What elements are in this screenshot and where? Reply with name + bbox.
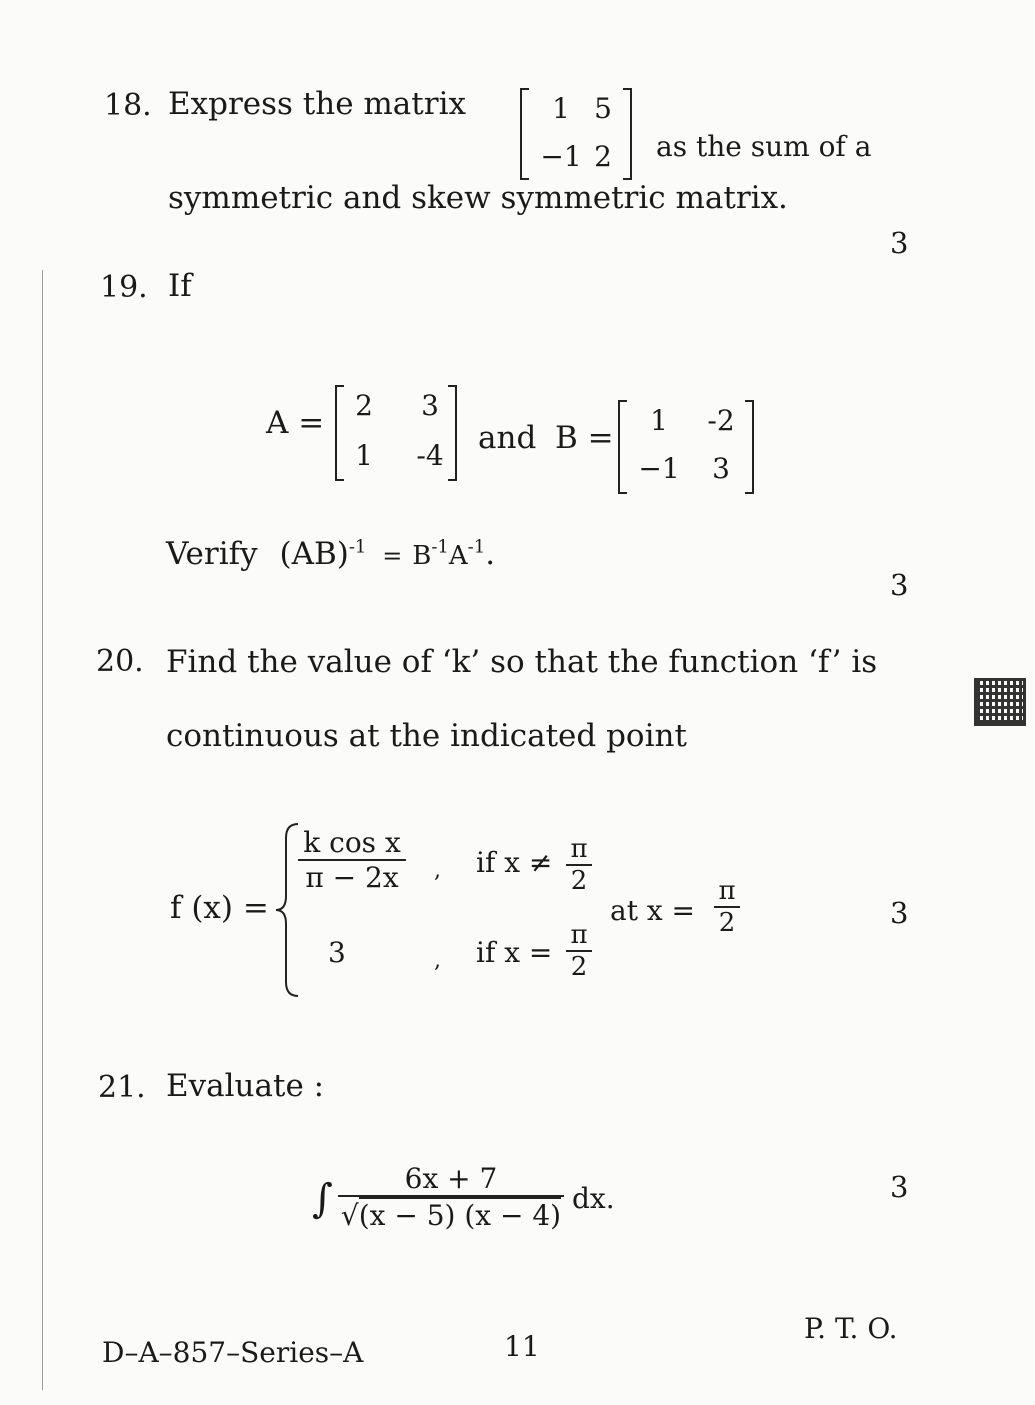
matrix-cell: -2 bbox=[707, 404, 735, 437]
qr-code-mark bbox=[974, 678, 1026, 726]
integral-sign: ∫ bbox=[312, 1176, 333, 1222]
two: 2 bbox=[718, 908, 736, 938]
q21-den-wrap bbox=[341, 1199, 561, 1232]
q19-verify-line bbox=[166, 536, 495, 572]
q18-marks: 3 bbox=[890, 226, 909, 260]
matrix-cell: 5 bbox=[594, 92, 612, 125]
q19-marks: 3 bbox=[890, 568, 909, 602]
matrix-cell: 1 bbox=[650, 404, 668, 437]
q20-fx: f (x) = bbox=[170, 890, 269, 926]
two: 2 bbox=[570, 866, 588, 896]
pi-symbol: π bbox=[570, 834, 588, 864]
q20-case2-cond: if x = bbox=[476, 936, 553, 969]
q19-eq: = bbox=[382, 542, 403, 570]
q20-case1-cond: if x ≠ bbox=[476, 846, 553, 879]
q19-number: 19. bbox=[100, 270, 148, 305]
page-number: 11 bbox=[504, 1330, 540, 1363]
q18-line2: symmetric and skew symmetric matrix. bbox=[168, 180, 788, 216]
q20-case2-val: 3 bbox=[328, 936, 346, 969]
matrix-cell: 2 bbox=[594, 140, 612, 173]
matrix-cell: −1 bbox=[540, 140, 582, 173]
matrix-a bbox=[335, 385, 457, 481]
q19-verify: Verify bbox=[166, 536, 258, 572]
sqrt-sign: √ bbox=[340, 1199, 359, 1232]
q20-case1-pi-frac bbox=[566, 834, 592, 896]
matrix-cell: 3 bbox=[421, 389, 439, 422]
q21-den: (x − 5) (x − 4) bbox=[358, 1199, 562, 1232]
q19-b: B bbox=[412, 541, 432, 571]
q19-lhs-exp: -1 bbox=[348, 536, 367, 558]
matrix-b bbox=[618, 400, 754, 494]
matrix-cell: 1 bbox=[355, 439, 373, 472]
q19-lhs: (AB) bbox=[279, 536, 349, 572]
q19-a-label: A = bbox=[266, 405, 325, 441]
q20-case1-num: k cos x bbox=[303, 826, 401, 859]
q18-text-after: as the sum of a bbox=[656, 130, 872, 163]
q20-comma2: , bbox=[434, 948, 441, 973]
q19-a-exp: -1 bbox=[467, 536, 486, 558]
q19-period: . bbox=[485, 536, 496, 572]
q18-text: Express the matrix bbox=[168, 86, 466, 122]
q19-b-exp: -1 bbox=[431, 536, 449, 558]
q21-fraction bbox=[338, 1162, 564, 1232]
pi-symbol: π bbox=[718, 876, 736, 906]
q20-line2: continuous at the indicated point bbox=[166, 718, 687, 754]
matrix-cell: 2 bbox=[355, 389, 373, 422]
matrix-cell: 3 bbox=[712, 452, 730, 485]
pi-symbol: π bbox=[570, 920, 588, 950]
q21-dx: dx. bbox=[572, 1182, 615, 1215]
q20-case1-den: π − 2x bbox=[305, 861, 399, 894]
q20-line1: Find the value of ‘k’ so that the function ‘f’ is bbox=[166, 644, 878, 680]
left-margin-line bbox=[42, 270, 43, 1390]
q19-intro: If bbox=[168, 268, 192, 304]
q20-at-pi-frac bbox=[714, 876, 740, 938]
q19-a: A bbox=[448, 541, 468, 571]
q20-marks: 3 bbox=[890, 896, 909, 930]
q21-num: 6x + 7 bbox=[404, 1162, 498, 1195]
q20-at: at x = bbox=[610, 894, 695, 927]
pto: P. T. O. bbox=[804, 1312, 898, 1345]
q20-case2-pi-frac bbox=[566, 920, 592, 982]
q20-case1-fraction bbox=[298, 826, 406, 894]
matrix-cell: 1 bbox=[552, 92, 570, 125]
two: 2 bbox=[570, 952, 588, 982]
q19-and: and bbox=[478, 420, 537, 456]
q18-number: 18. bbox=[104, 88, 152, 123]
q18-matrix bbox=[520, 88, 632, 180]
paper-code: D–A–857–Series–A bbox=[102, 1336, 364, 1369]
q21-marks: 3 bbox=[890, 1170, 909, 1204]
q20-number: 20. bbox=[96, 644, 144, 679]
q19-b-label: B = bbox=[555, 420, 614, 456]
q21-text: Evaluate : bbox=[166, 1068, 325, 1104]
matrix-cell: −1 bbox=[638, 452, 680, 485]
q20-comma1: , bbox=[434, 858, 441, 883]
matrix-cell: -4 bbox=[416, 439, 444, 472]
q21-number: 21. bbox=[98, 1070, 146, 1105]
